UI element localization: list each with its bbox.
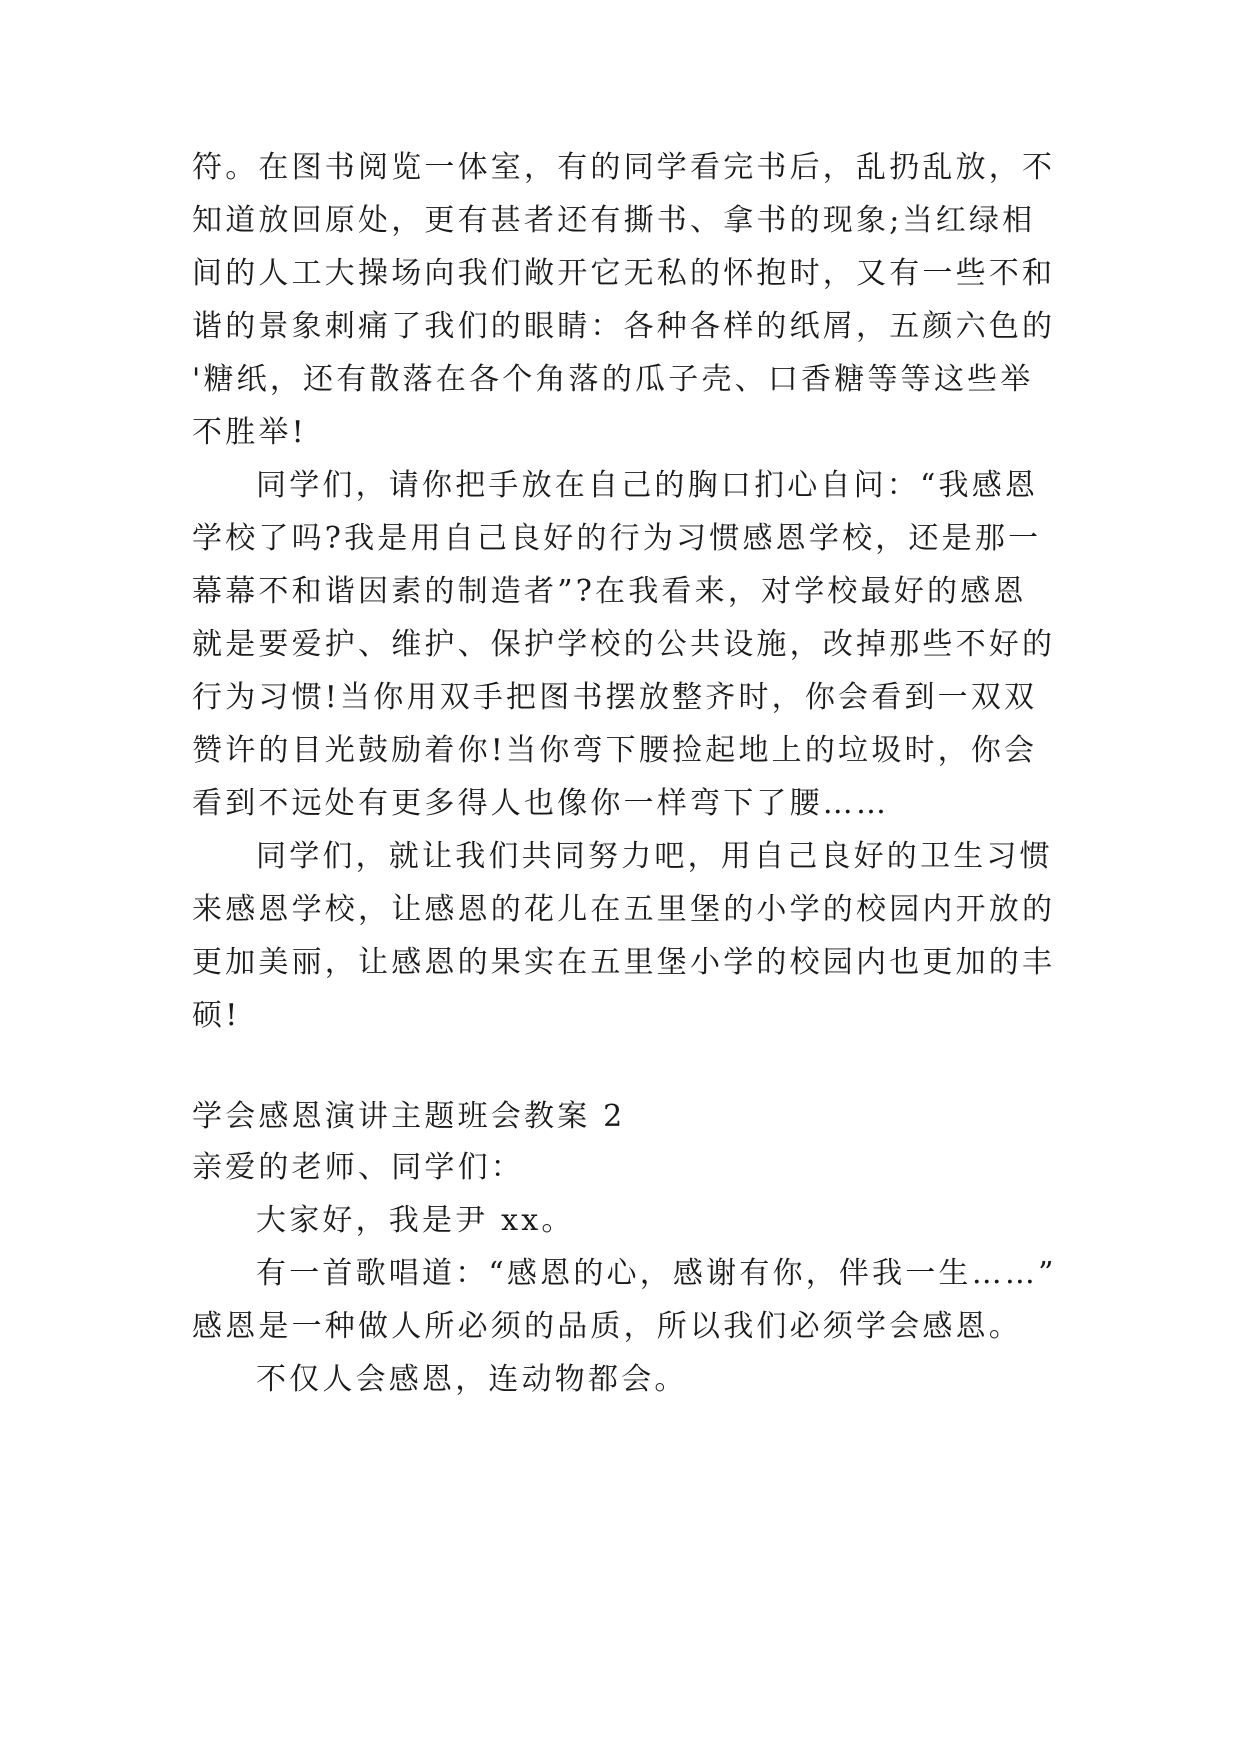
text-line: 谐的景象刺痛了我们的眼睛：各种各样的纸屑，五颜六色的	[192, 309, 1056, 344]
text-line: 更加美丽，让感恩的果实在五里堡小学的校园内也更加的丰	[192, 945, 1056, 980]
text-line: 不胜举!	[192, 415, 307, 450]
text-line: 知道放回原处，更有甚者还有撕书、拿书的现象;当红绿相	[192, 203, 1036, 238]
text-line: 同学们，请你把手放在自己的胸口扪心自问：“我感恩	[256, 468, 1039, 503]
text-line: 间的人工大操场向我们敞开它无私的怀抱时，又有一些不和	[192, 256, 1056, 291]
text-line: 同学们，就让我们共同努力吧，用自己良好的卫生习惯	[256, 839, 1053, 874]
greeting: 大家好，我是尹 xx。	[256, 1203, 575, 1238]
text-line: 有一首歌唱道：“感恩的心，感谢有你，伴我一生……”	[256, 1256, 1057, 1291]
text-line: 感恩是一种做人所必须的品质，所以我们必须学会感恩。	[192, 1309, 1022, 1344]
text-line: 符。在图书阅览一体室，有的同学看完书后，乱扔乱放，不	[192, 150, 1056, 185]
text-line: 行为习惯!当你用双手把图书摆放整齐时，你会看到一双双	[192, 680, 1038, 715]
text-line: '糖纸，还有散落在各个角落的瓜子壳、口香糖等等这些举	[192, 362, 1034, 397]
text-line: 幕幕不和谐因素的制造者”?在我看来，对学校最好的感恩	[192, 574, 1027, 609]
text-line: 就是要爱护、维护、保护学校的公共设施，改掉那些不好的	[192, 627, 1056, 662]
text-line: 赞许的目光鼓励着你!当你弯下腰捡起地上的垃圾时，你会	[192, 733, 1038, 768]
text-line: 来感恩学校，让感恩的花儿在五里堡的小学的校园内开放的	[192, 892, 1056, 927]
salutation: 亲爱的老师、同学们：	[192, 1150, 524, 1185]
text-line: 硕!	[192, 998, 241, 1033]
text-line: 不仅人会感恩，连动物都会。	[256, 1362, 688, 1397]
text-line: 看到不远处有更多得人也像你一样弯下了腰……	[192, 786, 890, 821]
text-line: 学校了吗?我是用自己良好的行为习惯感恩学校，还是那一	[192, 521, 1042, 556]
section-title: 学会感恩演讲主题班会教案 2	[192, 1099, 626, 1134]
